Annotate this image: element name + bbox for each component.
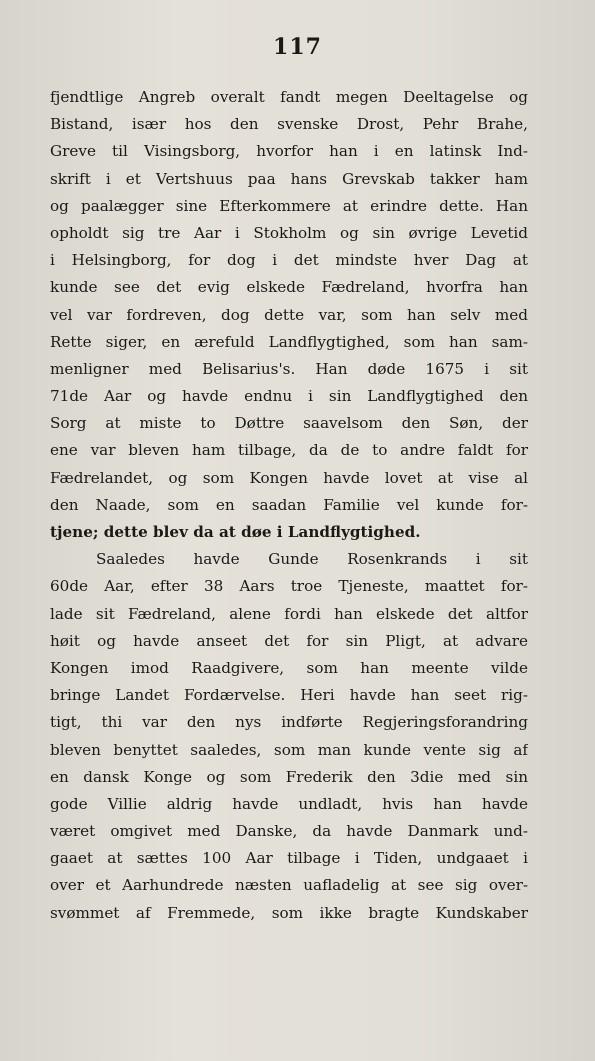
body-text (50, 84, 528, 927)
text-line: lade sit Fædreland, alene fordi han elskede det altfor (50, 604, 528, 623)
text-line: svømmet af Fremmede, som ikke bragte Kundskaber (50, 903, 528, 922)
text-line: bleven benyttet saaledes, som man kunde vente sig af (50, 740, 528, 759)
text-line: høit og havde anseet det for sin Pligt, at advare (50, 631, 528, 650)
text-line: ene var bleven ham tilbage, da de to andre faldt for (50, 441, 528, 460)
text-line: Bistand, især hos den svenske Drost, Pehr Brahe, (50, 115, 528, 134)
text-line: Fædrelandet, og som Kongen havde lovet at vise al (50, 468, 528, 487)
text-line: menligner med Belisarius's. Han døde 1675 i sit (50, 359, 528, 378)
text-line: været omgivet med Danske, da havde Danmark und- (50, 822, 528, 841)
text-line: over et Aarhundrede næsten uafladelig at see sig over- (50, 876, 528, 895)
text-line: en dansk Konge og som Frederik den 3die med sin (50, 767, 528, 786)
text-line: Sorg at miste to Døttre saavelsom den Søn, der (50, 414, 528, 433)
text-line: opholdt sig tre Aar i Stokholm og sin øvrige Levetid (50, 223, 528, 242)
text-line: den Naade, som en saadan Familie vel kunde for- (50, 495, 528, 514)
text-line: gaaet at sættes 100 Aar tilbage i Tiden, undgaaet i (50, 849, 528, 868)
text-line: gode Villie aldrig havde undladt, hvis han havde (50, 794, 528, 813)
text-line: bringe Landet Fordærvelse. Heri havde han seet rig- (50, 686, 528, 705)
text-line: Kongen imod Raadgivere, som han meente vilde (50, 658, 528, 677)
text-line: tigt, thi var den nys indførte Regjeringsforandring (50, 713, 528, 732)
text-line: kunde see det evig elskede Fædreland, hvorfra han (50, 278, 528, 297)
page-number: 117 (273, 34, 322, 60)
text-line: Rette siger, en ærefuld Landflygtighed, som han sam- (50, 332, 528, 351)
text-line: skrift i et Vertshuus paa hans Grevskab takker ham (50, 169, 528, 188)
text-line: 60de Aar, efter 38 Aars troe Tjeneste, maattet for- (50, 577, 528, 596)
text-line: 71de Aar og havde endnu i sin Landflygtighed den (50, 387, 528, 406)
text-line-paragraph-start: Saaledes havde Gunde Rosenkrands i sit (96, 550, 528, 569)
text-line: og paalægger sine Efterkommere at erindre dette. Han (50, 196, 528, 215)
text-line-emphasized: tjene; dette blev da at døe i Landflygtighed. (50, 523, 421, 541)
text-line: vel var fordreven, dog dette var, som han selv med (50, 305, 528, 324)
text-line: fjendtlige Angreb overalt fandt megen Deeltagelse og (50, 88, 528, 106)
text-line: i Helsingborg, for dog i det mindste hver Dag at (50, 251, 528, 270)
text-line: Greve til Visingsborg, hvorfor han i en latinsk Ind- (50, 142, 528, 161)
